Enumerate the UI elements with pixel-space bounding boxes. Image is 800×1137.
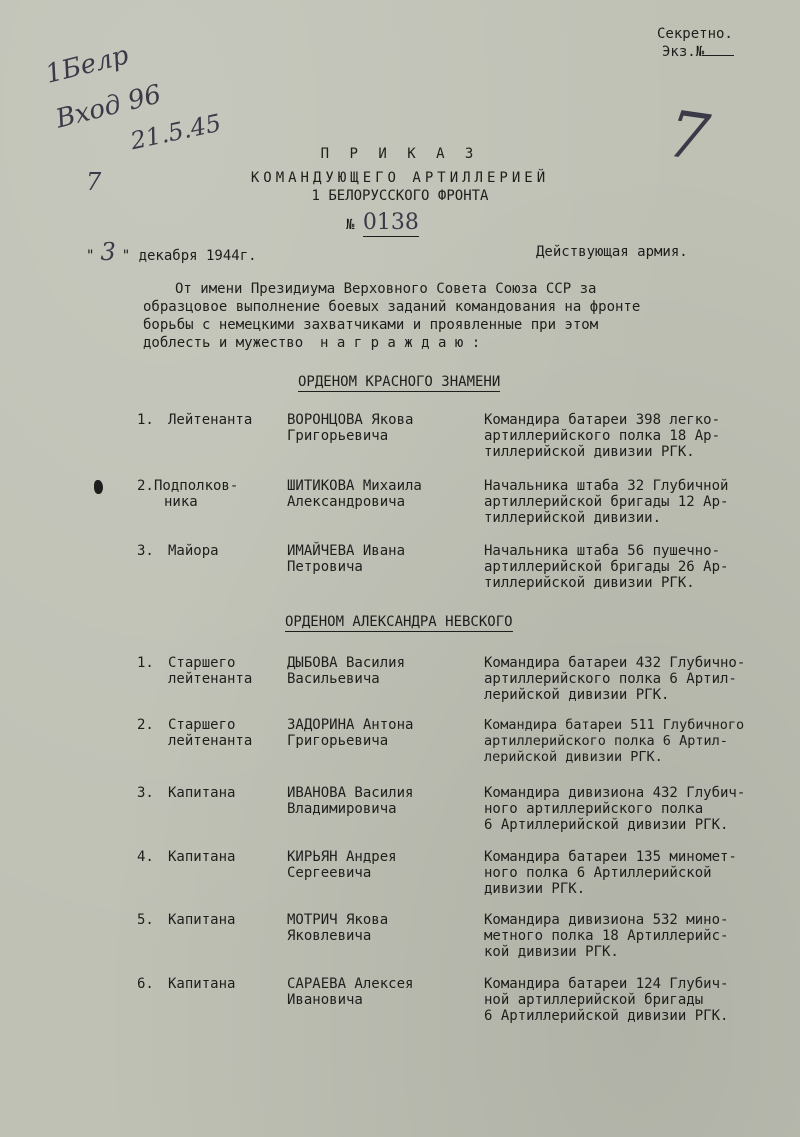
order-title: П Р И К А З: [320, 146, 480, 162]
entry-number: 1.: [137, 412, 154, 428]
entry-description: ного полка 6 Артиллерийской: [484, 865, 712, 881]
entry-name: ШИТИКОВА Михаила: [287, 478, 422, 494]
entry-description: Начальника штаба 32 Глубичной: [484, 478, 729, 494]
entry-description: Командира дивизиона 532 мино-: [484, 912, 729, 928]
section-heading-nevsky: ОРДЕНОМ АЛЕКСАНДРА НЕВСКОГО: [285, 614, 513, 630]
entry-number: 5.: [137, 912, 154, 928]
entry-rank: Подполков-: [154, 478, 239, 494]
entry-name: Григорьевича: [287, 733, 389, 749]
entry-description: кой дивизии РГК.: [484, 944, 619, 960]
entry-description: тиллерийской дивизии.: [484, 510, 662, 526]
entry-description: Командира батареи 511 Глубичного: [484, 717, 745, 733]
entry-rank: лейтенанта: [168, 671, 253, 687]
entry-name: Сергеевича: [287, 865, 372, 881]
copy-number-label: Экз.№: [662, 44, 734, 61]
entry-description: артиллерийской бригады 12 Ар-: [484, 494, 729, 510]
entry-name: Петровича: [287, 559, 363, 575]
intro-line-4: доблесть и мужество н а г р а ж д а ю :: [143, 335, 481, 351]
order-subtitle-2: 1 БЕЛОРУССКОГО ФРОНТА: [311, 188, 489, 204]
entry-rank: Майора: [168, 543, 219, 559]
entry-name: Васильевича: [287, 671, 380, 687]
entry-description: Командира батареи 398 легко-: [484, 412, 721, 428]
entry-description: Командира батареи 432 Глубично-: [484, 655, 746, 671]
entry-description: Командира батареи 124 Глубич-: [484, 976, 729, 992]
entry-number: 3.: [137, 785, 154, 801]
entry-name: МОТРИЧ Якова: [287, 912, 389, 928]
entry-description: артиллерийской бригады 26 Ар-: [484, 559, 729, 575]
entry-description: артиллерийского полка 18 Ар-: [484, 428, 721, 444]
order-date: " 3 " декабря 1944г.: [86, 238, 257, 266]
entry-rank: Капитана: [168, 785, 236, 801]
intro-line-1: От имени Президиума Верховного Совета Союза ССР за: [175, 281, 597, 297]
entry-description: тиллерийской дивизии РГК.: [484, 575, 695, 591]
entry-description: лерийской дивизии РГК.: [484, 687, 670, 703]
entry-rank: лейтенанта: [168, 733, 253, 749]
entry-description: метного полка 18 Артиллерийс-: [484, 928, 729, 944]
entry-description: дивизии РГК.: [484, 881, 586, 897]
handwritten-note-3: 21.5.45: [128, 108, 224, 156]
secret-label: Секретно.: [657, 26, 733, 42]
order-place: Действующая армия.: [536, 244, 688, 260]
entry-description: тиллерийской дивизии РГК.: [484, 444, 695, 460]
ink-blot: [94, 480, 103, 494]
handwritten-mark-7: 7: [86, 168, 102, 196]
entry-rank: Капитана: [168, 912, 236, 928]
entry-description: артиллерийского полка 6 Артил-: [484, 671, 737, 687]
entry-description: 6 Артиллерийской дивизии РГК.: [484, 1008, 729, 1024]
entry-description: Командира батареи 135 миномет-: [484, 849, 737, 865]
entry-rank: Старшего: [168, 655, 236, 671]
order-subtitle-1: КОМАНДУЮЩЕГО АРТИЛЛЕРИЕЙ: [250, 170, 550, 186]
entry-description: артиллерийского полка 6 Артил-: [484, 733, 728, 749]
entry-rank: Капитана: [168, 849, 236, 865]
entry-number: 6.: [137, 976, 154, 992]
entry-name: ИВАНОВА Василия: [287, 785, 414, 801]
entry-name: ВОРОНЦОВА Якова: [287, 412, 414, 428]
entry-name: САРАЕВА Алексея: [287, 976, 414, 992]
order-number: № 0138: [346, 210, 419, 235]
entry-rank: ника: [164, 494, 198, 510]
entry-name: ЗАДОРИНА Антона: [287, 717, 414, 733]
entry-rank: Лейтенанта: [168, 412, 253, 428]
entry-number: 4.: [137, 849, 154, 865]
entry-name: Ивановича: [287, 992, 363, 1008]
handwritten-note-1: 1Белр: [42, 40, 132, 90]
entry-number: 2.: [137, 478, 154, 494]
handwritten-check-mark: 7: [663, 97, 714, 177]
entry-description: 6 Артиллерийской дивизии РГК.: [484, 817, 729, 833]
entry-name: ИМАЙЧЕВА Ивана: [287, 543, 406, 559]
entry-rank: Капитана: [168, 976, 236, 992]
entry-description: Начальника штаба 56 пушечно-: [484, 543, 721, 559]
entry-number: 2.: [137, 717, 154, 733]
handwritten-note-2: Вход 96: [52, 79, 165, 135]
intro-line-2: образцовое выполнение боевых заданий командования на фронте: [143, 299, 641, 315]
entry-description: лерийской дивизии РГК.: [484, 749, 663, 765]
entry-name: КИРЬЯН Андрея: [287, 849, 397, 865]
intro-line-3: борьбы с немецкими захватчиками и проявленные при этом: [143, 317, 599, 333]
section-heading-red-banner: ОРДЕНОМ КРАСНОГО ЗНАМЕНИ: [298, 374, 501, 390]
entry-name: Яковлевича: [287, 928, 372, 944]
entry-description: ной артиллерийской бригады: [484, 992, 704, 1008]
entry-description: Командира дивизиона 432 Глубич-: [484, 785, 746, 801]
entry-name: Григорьевича: [287, 428, 389, 444]
entry-name: Александровича: [287, 494, 406, 510]
entry-number: 3.: [137, 543, 154, 559]
entry-description: ного артиллерийского полка: [484, 801, 704, 817]
entry-name: Владимировича: [287, 801, 397, 817]
entry-name: ДЫБОВА Василия: [287, 655, 406, 671]
entry-rank: Старшего: [168, 717, 236, 733]
entry-number: 1.: [137, 655, 154, 671]
